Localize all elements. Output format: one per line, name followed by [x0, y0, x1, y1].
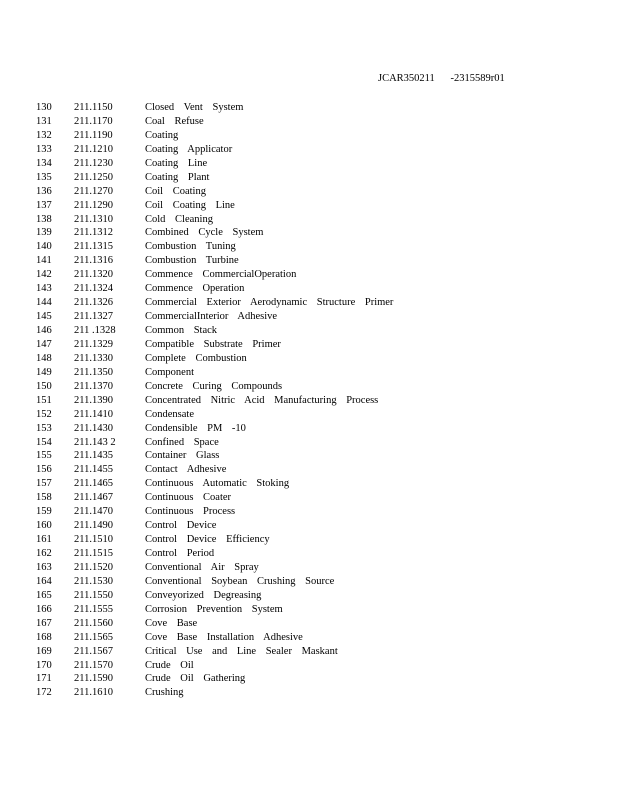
defined-term: Coating Applicator	[145, 143, 233, 155]
section-number: 211.1390	[74, 394, 113, 406]
defined-term: Commence Operation	[145, 283, 245, 295]
section-number: 211.1327	[74, 311, 113, 323]
defined-term: Control Device Efficiency	[145, 534, 270, 546]
section-number: 211.1170	[74, 115, 113, 127]
section-number: 211.1315	[74, 241, 113, 253]
list-item	[36, 157, 596, 171]
row-number: 149	[36, 366, 52, 378]
section-number: 211.1510	[74, 534, 113, 546]
row-number: 142	[36, 269, 52, 281]
row-number: 133	[36, 143, 52, 155]
row-number: 140	[36, 241, 52, 253]
defined-term: Coal Refuse	[145, 115, 204, 127]
defined-term: Coating Plant	[145, 171, 210, 183]
document-header	[378, 73, 505, 84]
defined-term: Component	[145, 366, 194, 378]
section-number: 211.1312	[74, 227, 113, 239]
row-number: 156	[36, 464, 52, 476]
section-number: 211.1465	[74, 478, 113, 490]
defined-term: Corrosion Prevention System	[145, 603, 283, 615]
section-number: 211.1470	[74, 506, 113, 518]
section-number: 211.1330	[74, 352, 113, 364]
row-number: 139	[36, 227, 52, 239]
section-number: 211.1326	[74, 297, 113, 309]
section-number: 211.1370	[74, 380, 113, 392]
defined-term: Container Glass	[145, 450, 220, 462]
document-id: JCAR350211	[378, 73, 435, 84]
defined-term: Continuous Automatic Stoking	[145, 478, 290, 490]
list-item	[36, 115, 596, 129]
list-item	[36, 589, 596, 603]
row-number: 134	[36, 157, 52, 169]
section-number: 211.1467	[74, 492, 113, 504]
section-number: 211.1324	[74, 283, 113, 295]
row-number: 165	[36, 589, 52, 601]
section-number: 211.1455	[74, 464, 113, 476]
list-item	[36, 366, 596, 380]
section-number: 211 .1328	[74, 325, 116, 336]
list-item	[36, 422, 596, 436]
row-number: 130	[36, 102, 52, 113]
defined-term: Crude Oil	[145, 659, 194, 671]
section-number: 211.1430	[74, 422, 113, 434]
section-number: 211.143 2	[74, 436, 116, 448]
list-item	[36, 603, 596, 617]
defined-term: Control Period	[145, 548, 215, 559]
section-number: 211.1316	[74, 255, 113, 267]
list-item	[36, 491, 596, 505]
row-number: 157	[36, 478, 52, 490]
defined-term: Contact Adhesive	[145, 464, 227, 476]
section-number: 211.1350	[74, 366, 113, 378]
defined-term: Critical Use and Line Sealer Maskant	[145, 645, 338, 657]
defined-term: Coating	[145, 129, 179, 141]
row-number: 151	[36, 394, 52, 406]
list-item	[36, 533, 596, 547]
list-item	[36, 659, 596, 673]
list-item	[36, 240, 596, 254]
section-number: 211.1550	[74, 589, 113, 601]
row-number: 152	[36, 408, 52, 420]
list-item	[36, 645, 596, 659]
row-number: 170	[36, 659, 52, 671]
defined-term: Conventional Soybean Crushing Source	[145, 575, 335, 587]
list-item	[36, 101, 596, 115]
row-number: 150	[36, 380, 52, 392]
row-number: 143	[36, 283, 52, 295]
defined-term: Closed Vent System	[145, 102, 244, 113]
defined-term: Common Stack	[145, 325, 218, 336]
list-item	[36, 296, 596, 310]
row-number: 154	[36, 436, 52, 448]
defined-term: Complete Combustion	[145, 352, 247, 364]
defined-term: Control Device	[145, 520, 217, 532]
section-number: 211.1530	[74, 575, 113, 587]
section-number: 211.1290	[74, 199, 113, 211]
section-number: 211.1190	[74, 129, 113, 141]
row-number: 155	[36, 450, 52, 462]
list-item	[36, 282, 596, 296]
defined-term: Continuous Process	[145, 506, 236, 518]
section-number: 211.1270	[74, 185, 113, 197]
defined-term: Commercial Exterior Aerodynamic Structure Primer	[145, 297, 394, 309]
section-number: 211.1210	[74, 143, 113, 155]
row-number: 144	[36, 297, 52, 309]
defined-term: Coil Coating Line	[145, 199, 235, 211]
row-number: 160	[36, 520, 52, 532]
row-number: 136	[36, 185, 52, 197]
row-number: 141	[36, 255, 52, 267]
row-number: 145	[36, 311, 52, 323]
list-item	[36, 226, 596, 240]
list-item	[36, 199, 596, 213]
section-number: 211.1560	[74, 617, 113, 629]
list-item	[36, 686, 596, 700]
defined-term: Continuous Coater	[145, 492, 232, 504]
list-item	[36, 547, 596, 561]
row-number: 163	[36, 561, 52, 573]
row-number: 148	[36, 352, 52, 364]
list-item	[36, 185, 596, 199]
list-item	[36, 129, 596, 143]
row-number: 132	[36, 129, 52, 141]
section-number: 211.1310	[74, 213, 113, 225]
row-number: 166	[36, 603, 52, 615]
defined-term: Conventional Air Spray	[145, 561, 259, 573]
row-number: 169	[36, 645, 52, 657]
section-number: 211.1515	[74, 548, 113, 559]
row-number: 147	[36, 338, 52, 350]
row-number: 158	[36, 492, 52, 504]
row-number: 164	[36, 575, 52, 587]
list-item	[36, 505, 596, 519]
defined-term: Condensible PM -10	[145, 422, 246, 434]
defined-term: Commence CommercialOperation	[145, 269, 297, 281]
defined-term: Compatible Substrate Primer	[145, 338, 281, 350]
defined-term: Crushing	[145, 687, 184, 699]
defined-term: Crude Oil Gathering	[145, 673, 246, 685]
row-number: 171	[36, 673, 52, 685]
list-item	[36, 463, 596, 477]
list-item	[36, 394, 596, 408]
definitions-list	[36, 101, 596, 700]
row-number: 146	[36, 325, 52, 336]
row-number: 138	[36, 213, 52, 225]
row-number: 135	[36, 171, 52, 183]
defined-term: Coil Coating	[145, 185, 206, 197]
defined-term: Coating Line	[145, 157, 208, 169]
row-number: 161	[36, 534, 52, 546]
defined-term: Cove Base Installation Adhesive	[145, 631, 303, 643]
section-number: 211.1410	[74, 408, 113, 420]
defined-term: Concentrated Nitric Acid Manufacturing Process	[145, 394, 379, 406]
list-item	[36, 408, 596, 422]
list-item	[36, 338, 596, 352]
list-item	[36, 561, 596, 575]
section-number: 211.1555	[74, 603, 113, 615]
section-number: 211.1150	[74, 102, 113, 113]
list-item	[36, 449, 596, 463]
section-number: 211.1570	[74, 659, 113, 671]
defined-term: Cove Base	[145, 617, 198, 629]
defined-term: Cold Cleaning	[145, 213, 213, 225]
defined-term: Confined Space	[145, 436, 219, 448]
list-item	[36, 477, 596, 491]
list-item	[36, 171, 596, 185]
list-item	[36, 143, 596, 157]
list-item	[36, 324, 596, 338]
list-item	[36, 519, 596, 533]
list-item	[36, 254, 596, 268]
defined-term: Condensate	[145, 408, 194, 420]
list-item	[36, 352, 596, 366]
document-reference: -2315589r01	[450, 73, 505, 84]
list-item	[36, 268, 596, 282]
row-number: 167	[36, 617, 52, 629]
section-number: 211.1329	[74, 338, 113, 350]
list-item	[36, 436, 596, 450]
section-number: 211.1590	[74, 673, 113, 685]
section-number: 211.1565	[74, 631, 113, 643]
defined-term: Conveyorized Degreasing	[145, 589, 262, 601]
defined-term: CommercialInterior Adhesive	[145, 311, 278, 323]
defined-term: Combustion Tuning	[145, 241, 236, 253]
section-number: 211.1320	[74, 269, 113, 281]
section-number: 211.1435	[74, 450, 113, 462]
section-number: 211.1250	[74, 171, 113, 183]
defined-term: Concrete Curing Compounds	[145, 380, 283, 392]
list-item	[36, 672, 596, 686]
list-item	[36, 213, 596, 227]
list-item	[36, 575, 596, 589]
defined-term: Combustion Turbine	[145, 255, 239, 267]
section-number: 211.1490	[74, 520, 113, 532]
list-item	[36, 380, 596, 394]
list-item	[36, 617, 596, 631]
section-number: 211.1567	[74, 645, 113, 657]
section-number: 211.1520	[74, 561, 113, 573]
section-number: 211.1230	[74, 157, 113, 169]
row-number: 168	[36, 631, 52, 643]
row-number: 162	[36, 548, 52, 559]
section-number: 211.1610	[74, 687, 113, 699]
list-item	[36, 631, 596, 645]
row-number: 137	[36, 199, 52, 211]
row-number: 131	[36, 115, 52, 127]
row-number: 172	[36, 687, 52, 699]
defined-term: Combined Cycle System	[145, 227, 264, 239]
row-number: 153	[36, 422, 52, 434]
row-number: 159	[36, 506, 52, 518]
list-item	[36, 310, 596, 324]
